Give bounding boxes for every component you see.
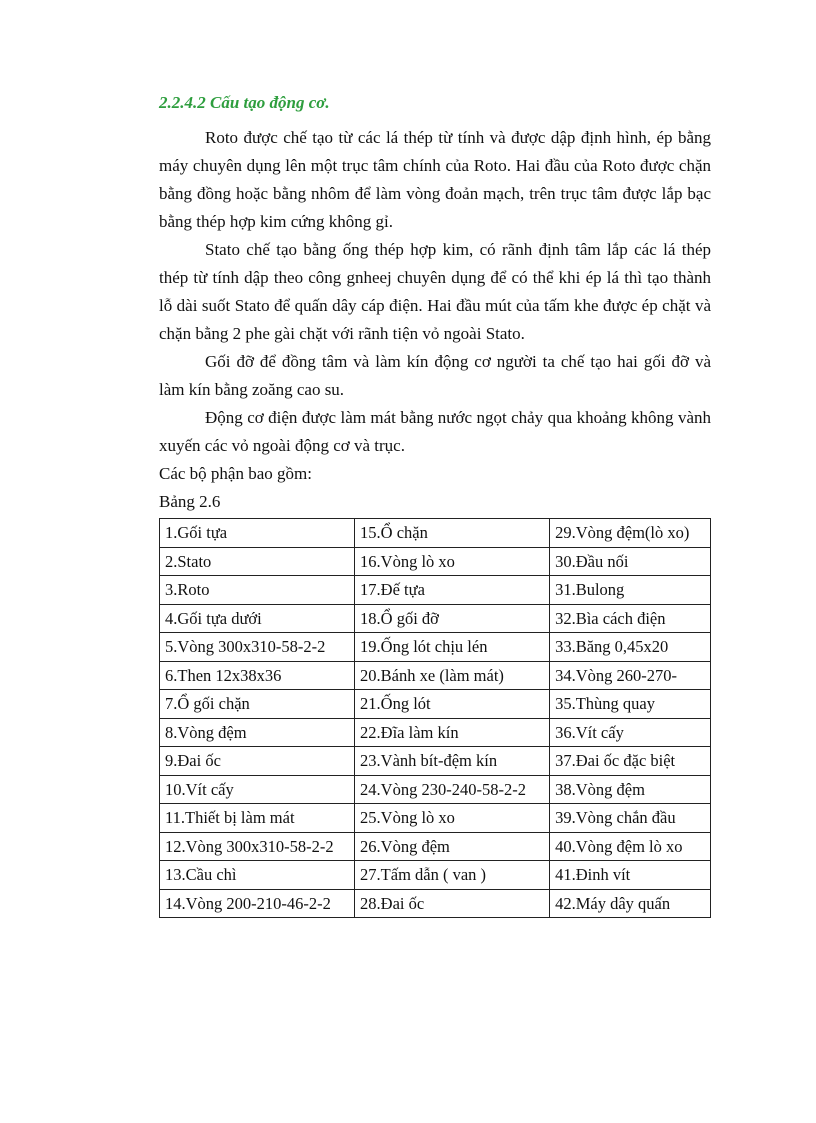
table-row — [160, 576, 711, 605]
section-heading: 2.2.4.2 Cấu tạo động cơ. — [159, 93, 330, 112]
paragraph-roto: Roto được chế tạo từ các lá thép từ tính và được dập định hình, ép bằng máy chuyên dụng lên một trục tâm chính của Roto. Hai đầu của Roto được chặn bằng đồng hoặc bằng nhôm để làm vòng đoản mạch, trên trục tâm được lắp bạc bằng thép hợp kim cứng không gỉ. — [159, 128, 711, 231]
table-cell: 37.Đai ốc đặc biệt — [550, 747, 711, 776]
table-cell: 23.Vành bít-đệm kín — [355, 747, 550, 776]
table-cell: 2.Stato — [160, 547, 355, 576]
table-row — [160, 661, 711, 690]
table-cell: 26.Vòng đệm — [355, 832, 550, 861]
table-cell: 20.Bánh xe (làm mát) — [355, 661, 550, 690]
document-page — [159, 90, 711, 918]
table-cell: 24.Vòng 230-240-58-2-2 — [355, 775, 550, 804]
table-row — [160, 832, 711, 861]
table-row — [160, 633, 711, 662]
table-row — [160, 804, 711, 833]
table-cell: 22.Đĩa làm kín — [355, 718, 550, 747]
table-cell: 31.Bulong — [550, 576, 711, 605]
table-cell: 3.Roto — [160, 576, 355, 605]
table-row — [160, 861, 711, 890]
table-cell: 9.Đai ốc — [160, 747, 355, 776]
table-row — [160, 519, 711, 548]
table-cell: 40.Vòng đệm lò xo — [550, 832, 711, 861]
parts-table — [159, 518, 711, 918]
paragraph-cooling: Động cơ điện được làm mát bằng nước ngọt chảy qua khoảng không vành xuyến các vỏ ngoài động cơ và trục. — [159, 408, 711, 455]
table-cell: 33.Băng 0,45x20 — [550, 633, 711, 662]
table-cell: 21.Ống lót — [355, 690, 550, 719]
table-cell: 5.Vòng 300x310-58-2-2 — [160, 633, 355, 662]
table-row — [160, 747, 711, 776]
table-cell: 35.Thùng quay — [550, 690, 711, 719]
table-cell: 16.Vòng lò xo — [355, 547, 550, 576]
paragraph-bearing: Gối đỡ để đồng tâm và làm kín động cơ người ta chế tạo hai gối đỡ và làm kín bằng zoăng cao su. — [159, 352, 711, 399]
table-cell: 1.Gối tựa — [160, 519, 355, 548]
table-cell: 11.Thiết bị làm mát — [160, 804, 355, 833]
table-caption: Bảng 2.6 — [159, 492, 221, 511]
table-row — [160, 889, 711, 918]
table-cell: 32.Bìa cách điện — [550, 604, 711, 633]
table-cell: 7.Ổ gối chặn — [160, 690, 355, 719]
table-row — [160, 690, 711, 719]
table-cell: 30.Đầu nối — [550, 547, 711, 576]
table-cell: 19.Ống lót chịu lén — [355, 633, 550, 662]
table-cell: 8.Vòng đệm — [160, 718, 355, 747]
table-row — [160, 718, 711, 747]
table-cell: 42.Máy dây quấn — [550, 889, 711, 918]
table-cell: 12.Vòng 300x310-58-2-2 — [160, 832, 355, 861]
table-row — [160, 604, 711, 633]
table-row — [160, 547, 711, 576]
table-cell: 14.Vòng 200-210-46-2-2 — [160, 889, 355, 918]
table-cell: 6.Then 12x38x36 — [160, 661, 355, 690]
table-cell: 34.Vòng 260-270- — [550, 661, 711, 690]
table-cell: 25.Vòng lò xo — [355, 804, 550, 833]
table-cell: 4.Gối tựa dưới — [160, 604, 355, 633]
table-cell: 13.Cầu chì — [160, 861, 355, 890]
table-cell: 28.Đai ốc — [355, 889, 550, 918]
table-cell: 15.Ổ chặn — [355, 519, 550, 548]
table-cell: 41.Đinh vít — [550, 861, 711, 890]
table-cell: 29.Vòng đệm(lò xo) — [550, 519, 711, 548]
table-cell: 38.Vòng đệm — [550, 775, 711, 804]
table-cell: 39.Vòng chắn đầu — [550, 804, 711, 833]
paragraph-stato: Stato chế tạo bằng ống thép hợp kim, có rãnh định tâm lắp các lá thép thép từ tính dập theo công gnheej chuyên dụng để có thể khi ép lá thì tạo thành lỗ dài suốt Stato để quấn dây cáp điện. Hai đầu mút của tấm khe được ép chặt và chặn bằng 2 phe gài chặt với rãnh tiện vỏ ngoài Stato. — [159, 240, 711, 343]
parts-table-body — [160, 519, 711, 918]
table-cell: 27.Tấm dẫn ( van ) — [355, 861, 550, 890]
parts-intro: Các bộ phận bao gồm: — [159, 464, 312, 483]
table-cell: 36.Vít cấy — [550, 718, 711, 747]
table-row — [160, 775, 711, 804]
table-cell: 18.Ổ gối đỡ — [355, 604, 550, 633]
table-cell: 17.Đế tựa — [355, 576, 550, 605]
table-cell: 10.Vít cấy — [160, 775, 355, 804]
